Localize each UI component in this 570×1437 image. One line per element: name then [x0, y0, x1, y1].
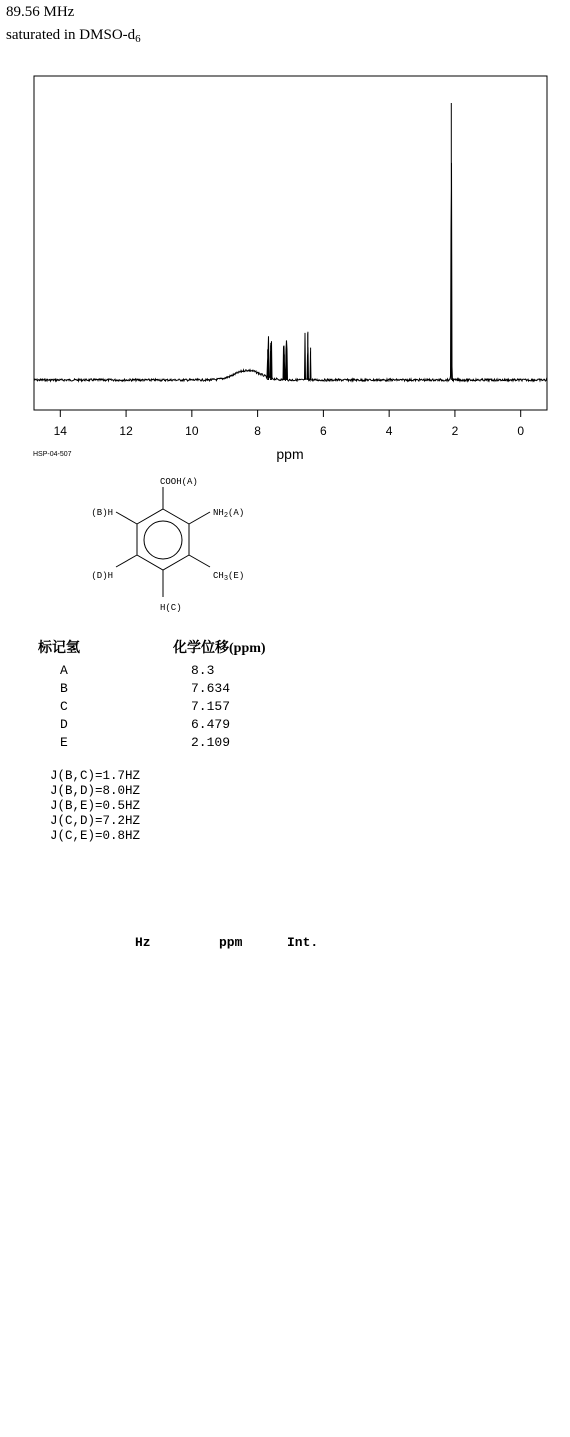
nh-tail: (A) [228, 508, 245, 518]
shift-row-label: B [60, 681, 68, 696]
peak-header-hz: Hz [135, 935, 151, 950]
plot-frame [34, 76, 547, 410]
ch-subscript: 3 [223, 575, 229, 583]
shift-row-label: E [60, 735, 68, 750]
shift-row-label: A [60, 663, 68, 678]
substituent-top: COOH(A) [160, 477, 198, 487]
aromatic-circle [144, 521, 182, 559]
nh-subscript: 2 [223, 512, 229, 520]
nh-text: NH [213, 508, 224, 518]
substituent-left-upper: (B)H [91, 508, 113, 518]
shift-row-label: C [60, 699, 68, 714]
benzene-ring [137, 509, 189, 570]
shift-table-header-label: 标记氢 [38, 641, 80, 656]
peak-header-int: Int. [287, 935, 319, 950]
coupling-line: J(B,C)=1.7HZ [50, 769, 141, 783]
x-tick-label: 6 [320, 424, 327, 438]
shift-table-header-shift: 化学位移(ppm) [173, 641, 266, 656]
spectrum-trace [34, 103, 547, 381]
shift-row-value: 6.479 [191, 717, 231, 732]
x-axis-ticks [60, 410, 520, 417]
substituent-right-lower [213, 571, 244, 583]
solvent-text: saturated in DMSO-d [6, 27, 136, 43]
shift-row-value: 2.109 [191, 735, 231, 750]
spectrometer-frequency: 89.56 MHz [6, 4, 75, 20]
coupling-line: J(B,E)=0.5HZ [50, 799, 141, 813]
coupling-constants [50, 769, 140, 844]
coupling-line: J(C,D)=7.2HZ [50, 814, 141, 828]
ch-text: CH [213, 571, 224, 581]
coupling-line: J(B,D)=8.0HZ [50, 784, 141, 798]
shift-row-value: 7.634 [191, 681, 231, 696]
x-tick-label: 10 [185, 424, 199, 438]
shift-row-value: 7.157 [191, 699, 231, 714]
substituent-bottom: H(C) [160, 603, 182, 613]
spectrum-code: HSP-04-507 [33, 451, 72, 458]
shift-row-value: 8.3 [191, 663, 215, 678]
substituent-right-upper [213, 508, 244, 520]
bond-lower-right [189, 555, 210, 567]
coupling-line: J(C,E)=0.8HZ [50, 829, 141, 843]
x-axis-tick-labels [54, 424, 525, 438]
shift-row-label: D [60, 717, 68, 732]
x-tick-label: 4 [385, 424, 393, 438]
peak-header-ppm: ppm [219, 935, 243, 950]
x-axis-label: ppm [276, 446, 304, 462]
bond-upper-right [189, 512, 210, 524]
x-tick-label: 8 [254, 424, 261, 438]
bond-upper-left [116, 512, 137, 524]
molecule-structure [91, 477, 244, 613]
x-tick-label: 12 [119, 424, 133, 438]
ch-tail: (E) [228, 571, 245, 581]
solvent-subscript: 6 [135, 33, 141, 45]
nmr-spectrum-chart [0, 0, 570, 640]
bond-lower-left [116, 555, 137, 567]
x-tick-label: 2 [451, 424, 459, 438]
substituent-left-lower: (D)H [91, 571, 113, 581]
x-tick-label: 0 [517, 424, 525, 438]
x-tick-label: 14 [53, 424, 67, 438]
